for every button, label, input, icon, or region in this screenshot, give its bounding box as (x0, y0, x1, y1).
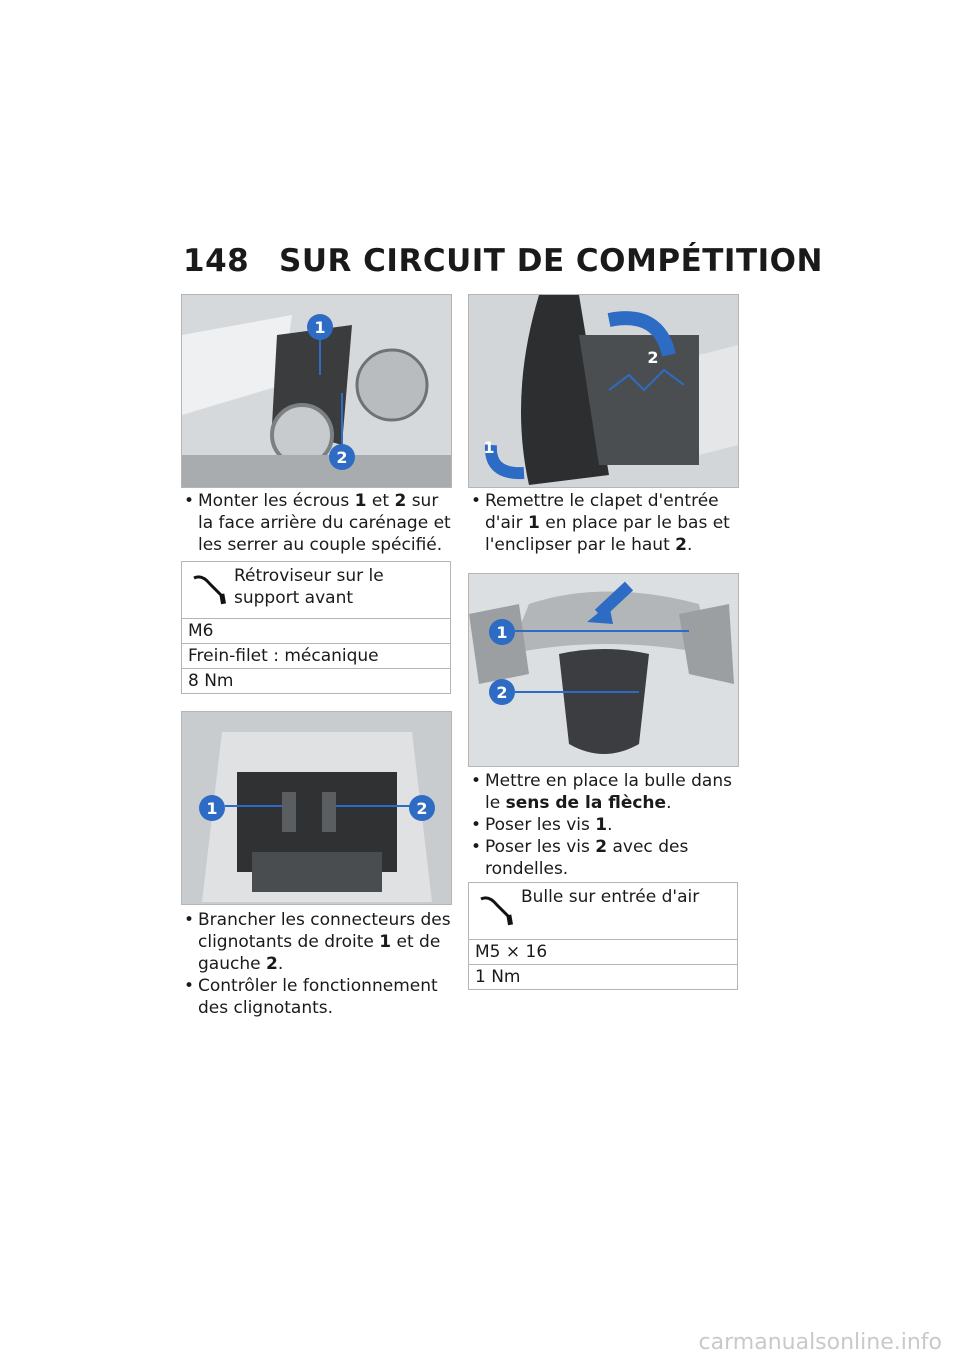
spec-row: 8 Nm (188, 671, 234, 691)
torque-spec-table (468, 882, 738, 990)
instruction-item: • Poser les vis 1. (470, 814, 738, 836)
page-title: SUR CIRCUIT DE COMPÉTITION (279, 243, 823, 279)
instruction-item: • Brancher les connecteurs des clignotants de droite 1 et de gauche 2. (183, 909, 451, 975)
torque-wrench-icon (192, 570, 228, 606)
spec-row: M5 × 16 (469, 940, 737, 965)
callout-1 (199, 795, 225, 821)
svg-text:2: 2 (416, 799, 428, 818)
photo-mirror-nuts (181, 294, 452, 488)
instruction-block-4 (470, 770, 738, 880)
torque-spec-table (181, 561, 451, 694)
page-header (183, 243, 823, 279)
svg-text:2: 2 (647, 348, 659, 367)
spec-row: 1 Nm (475, 967, 521, 987)
svg-text:2: 2 (496, 683, 508, 702)
photo-windshield (468, 573, 739, 767)
instruction-item: • Mettre en place la bulle dans le sens de la flèche. (470, 770, 738, 814)
callout-1 (307, 314, 333, 340)
page-number: 148 (183, 243, 250, 279)
instruction-item: • Remettre le clapet d'entrée d'air 1 en place par le bas et l'enclipser par le haut 2. (470, 490, 738, 556)
svg-text:1: 1 (496, 623, 508, 642)
photo-turn-signal-connectors (181, 711, 452, 905)
spec-title: Rétroviseur sur le support avant (234, 566, 384, 608)
torque-wrench-icon (479, 891, 515, 927)
svg-text:1: 1 (206, 799, 218, 818)
instruction-item: • Poser les vis 2 avec des rondelles. (470, 836, 738, 880)
svg-text:1: 1 (483, 438, 495, 457)
callout-1 (483, 438, 494, 457)
svg-text:2: 2 (336, 448, 348, 467)
svg-text:1: 1 (314, 318, 326, 337)
instruction-item: • Monter les écrous 1 et 2 sur la face arrière du carénage et les serrer au couple spécifié. (183, 490, 451, 556)
instruction-block-1 (183, 490, 451, 556)
instruction-block-3 (470, 490, 738, 556)
watermark: carmanualsonline.info (698, 1330, 942, 1355)
instruction-block-2 (183, 909, 451, 1019)
photo-air-intake-flap (468, 294, 739, 488)
instruction-item: • Contrôler le fonctionnement des clignotants. (183, 975, 451, 1019)
spec-row: Frein-filet : mécanique (182, 644, 450, 669)
callout-1 (489, 619, 515, 645)
callout-2 (489, 679, 515, 705)
callout-2 (409, 795, 435, 821)
spec-row: M6 (182, 619, 450, 644)
callout-2 (329, 444, 355, 470)
spec-title: Bulle sur entrée d'air (521, 887, 700, 907)
callout-2 (647, 348, 658, 367)
